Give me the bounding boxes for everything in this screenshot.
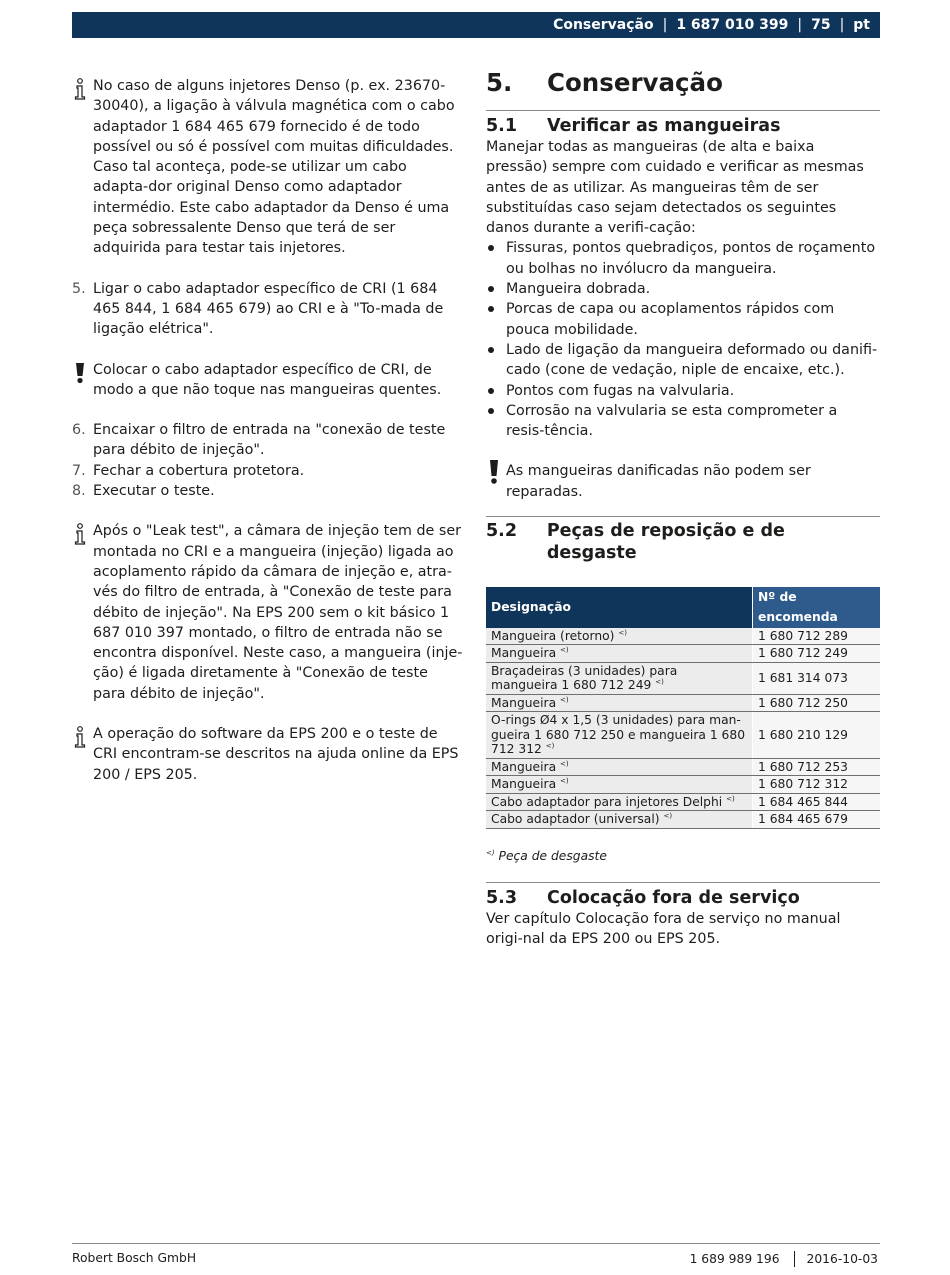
footnote-text: Peça de desgaste: [498, 848, 607, 863]
info-note: [72, 76, 464, 259]
section-text: Ver capítulo Colocação fora de serviço no manual origi-nal da EPS 200 ou EPS 205.: [486, 910, 841, 948]
info-note: [72, 724, 464, 785]
right-column: [486, 66, 880, 950]
info-note-text: Após o "Leak test", a câmara de injeção tem de ser montada no CRI e a mangueira (injeção) ligada ao acoplamento rápido da câmara de injeção e, atra-vés do filtro de entrada, à "Conexão de teste para débito de injeção". Na EPS 200 sem o kit básico 1 687 010 397 montado, o filtro de entrada não se encontra disponível. Neste caso, a mangueira (inje-ção) é ligada diretamente à "Conexão de teste para débito de injeção".: [93, 523, 463, 702]
part-number: 1 681 314 073: [753, 662, 881, 694]
part-designation: [486, 811, 753, 829]
step-item: [72, 420, 464, 461]
header-separator: |: [797, 17, 803, 33]
wear-part-mark: <): [486, 848, 495, 857]
part-name: Mangueira (retorno): [491, 628, 615, 643]
warning-note: [486, 461, 880, 502]
header-separator: |: [839, 17, 845, 33]
info-icon: [72, 726, 88, 748]
running-header: [72, 12, 880, 38]
warning-note: [72, 360, 464, 401]
info-icon: [72, 78, 88, 100]
info-note-text: No caso de alguns injetores Denso (p. ex. 23670-30040), a ligação à válvula magnética com o cabo adaptador 1 684 465 679 fornecido é de todo possível ou só é possível com muitas dificuldades. Caso tal aconteça, pode-se utilizar um cabo adapta-dor original Denso como adaptador intermédio. Este cabo adaptador da Denso é uma peça sobressalente Denso que terá de ser adquirida para testar tais injetores.: [93, 78, 455, 257]
part-number: 1 680 210 129: [753, 712, 881, 759]
part-name: Braçadeiras (3 unidades) para mangueira 1 680 712 249: [491, 663, 678, 693]
section-divider: [486, 882, 880, 883]
list-item: Corrosão na valvularia se esta comprometer a resis-tência.: [486, 401, 880, 442]
step-text: Ligar o cabo adaptador específico de CRI (1 684 465 844, 1 684 465 679) ao CRI e à "To-mada de ligação elétrica".: [93, 280, 444, 338]
footer-separator: [794, 1251, 795, 1267]
part-name: O-rings Ø4 x 1,5 (3 unidades) para man-gueira 1 680 712 250 e mangueira 1 680 712 312: [491, 713, 746, 757]
table-row: [486, 793, 880, 811]
part-designation: [486, 712, 753, 759]
damage-list: [486, 238, 880, 441]
list-item: Mangueira dobrada.: [486, 279, 880, 299]
table-row: [486, 811, 880, 829]
footer-info: [690, 1251, 878, 1267]
header-section: Conservação: [553, 17, 654, 33]
warning-icon: [72, 362, 88, 384]
wear-part-mark: <): [618, 628, 627, 637]
step-item: [72, 481, 464, 501]
part-number: 1 680 712 289: [753, 628, 881, 645]
part-name: Mangueira: [491, 646, 557, 661]
header-language: pt: [853, 17, 870, 33]
step-list: [72, 279, 464, 340]
table-header-row: [486, 587, 880, 628]
footer-divider: [72, 1243, 880, 1244]
section-intro: Manejar todas as mangueiras (de alta e baixa pressão) sempre com cuidado e verificar as mesmas antes de as utilizar. As mangueiras têm de ser substituídas caso sejam detectados os seguintes danos durante a verifi-cação:: [486, 139, 864, 237]
section-heading-5-1: [486, 115, 880, 137]
list-item: Fissuras, pontos quebradiços, pontos de roçamento ou bolhas no invólucro da mangueira.: [486, 238, 880, 279]
step-number: 5.: [72, 280, 86, 297]
table-row: [486, 712, 880, 759]
part-designation: [486, 645, 753, 663]
table-row: [486, 645, 880, 663]
step-item: [72, 279, 464, 340]
section-title: Verificar as mangueiras: [547, 116, 781, 136]
table-row: [486, 776, 880, 794]
table-row: [486, 758, 880, 776]
info-note-text: A operação do software da EPS 200 e o teste de CRI encontram-se descritos na ajuda online da EPS 200 / EPS 205.: [93, 726, 459, 783]
step-number: 6.: [72, 422, 86, 439]
info-note: [72, 521, 464, 704]
part-designation: [486, 628, 753, 645]
section-heading-5-2: [486, 520, 880, 564]
part-designation: [486, 776, 753, 794]
footer-date: 2016-10-03: [806, 1252, 878, 1266]
left-column: [72, 76, 464, 805]
table-row: [486, 628, 880, 645]
footer-doc-id: 1 689 989 196: [689, 1252, 780, 1266]
header-doc-number: 1 687 010 399: [676, 17, 789, 33]
part-designation: [486, 793, 753, 811]
part-designation: [486, 662, 753, 694]
part-number: 1 680 712 312: [753, 776, 881, 794]
step-text: Encaixar o filtro de entrada na "conexão de teste para débito de injeção".: [93, 422, 446, 459]
part-number: 1 684 465 679: [753, 811, 881, 829]
section-divider: [486, 516, 880, 517]
step-number: 8.: [72, 483, 86, 500]
step-number: 7.: [72, 462, 86, 479]
warning-icon: [486, 459, 502, 481]
part-number: 1 680 712 249: [753, 645, 881, 663]
section-title: Colocação fora de serviço: [547, 887, 800, 908]
header-page-number: 75: [811, 17, 831, 33]
wear-part-mark: <): [560, 646, 569, 655]
table-footnote: [486, 846, 880, 866]
column-header-order-number: Nº de encomenda: [753, 587, 881, 628]
step-text: Fechar a cobertura protetora.: [93, 462, 305, 479]
part-designation: [486, 758, 753, 776]
wear-part-mark: <): [726, 794, 735, 803]
list-item: Pontos com fugas na valvularia.: [486, 381, 880, 401]
parts-table: [486, 587, 880, 829]
wear-part-mark: <): [560, 759, 569, 768]
table-row: [486, 662, 880, 694]
part-name: Cabo adaptador para injetores Delphi: [491, 794, 723, 809]
info-icon: [72, 523, 88, 545]
wear-part-mark: <): [560, 777, 569, 786]
step-text: Executar o teste.: [93, 483, 215, 500]
part-designation: [486, 694, 753, 712]
section-number: 5.3: [486, 887, 518, 908]
wear-part-mark: <): [655, 678, 664, 687]
part-name: Mangueira: [491, 777, 557, 792]
section-heading-5-3: [486, 887, 880, 909]
table-row: [486, 694, 880, 712]
step-list: [72, 420, 464, 501]
footer-company: Robert Bosch GmbH: [72, 1251, 197, 1265]
section-number: 5.1: [486, 116, 518, 136]
list-item: Porcas de capa ou acoplamentos rápidos com pouca mobilidade.: [486, 299, 880, 340]
section-number: 5.2: [486, 521, 518, 542]
warning-note-text: As mangueiras danificadas não podem ser reparadas.: [506, 463, 811, 500]
wear-part-mark: <): [560, 695, 569, 704]
chapter-number: 5.: [486, 68, 513, 97]
section-title: Peças de reposição e de desgaste: [546, 521, 785, 564]
part-name: Mangueira: [491, 759, 557, 774]
wear-part-mark: <): [663, 812, 673, 821]
chapter-heading: [486, 66, 880, 111]
column-header-designation: Designação: [486, 587, 753, 628]
part-number: 1 684 465 844: [753, 793, 881, 811]
header-separator: |: [662, 17, 668, 33]
part-number: 1 680 712 253: [753, 758, 881, 776]
part-name: Mangueira: [491, 695, 557, 710]
chapter-title: Conservação: [547, 68, 723, 97]
step-item: [72, 461, 464, 481]
wear-part-mark: <): [545, 742, 555, 751]
list-item: Lado de ligação da mangueira deformado ou danifi-cado (cone de vedação, niple de encaixe, etc.).: [486, 340, 880, 381]
part-name: Cabo adaptador (universal): [491, 812, 660, 827]
warning-note-text: Colocar o cabo adaptador específico de CRI, de modo a que não toque nas mangueiras quentes.: [93, 361, 442, 398]
part-number: 1 680 712 250: [753, 694, 881, 712]
